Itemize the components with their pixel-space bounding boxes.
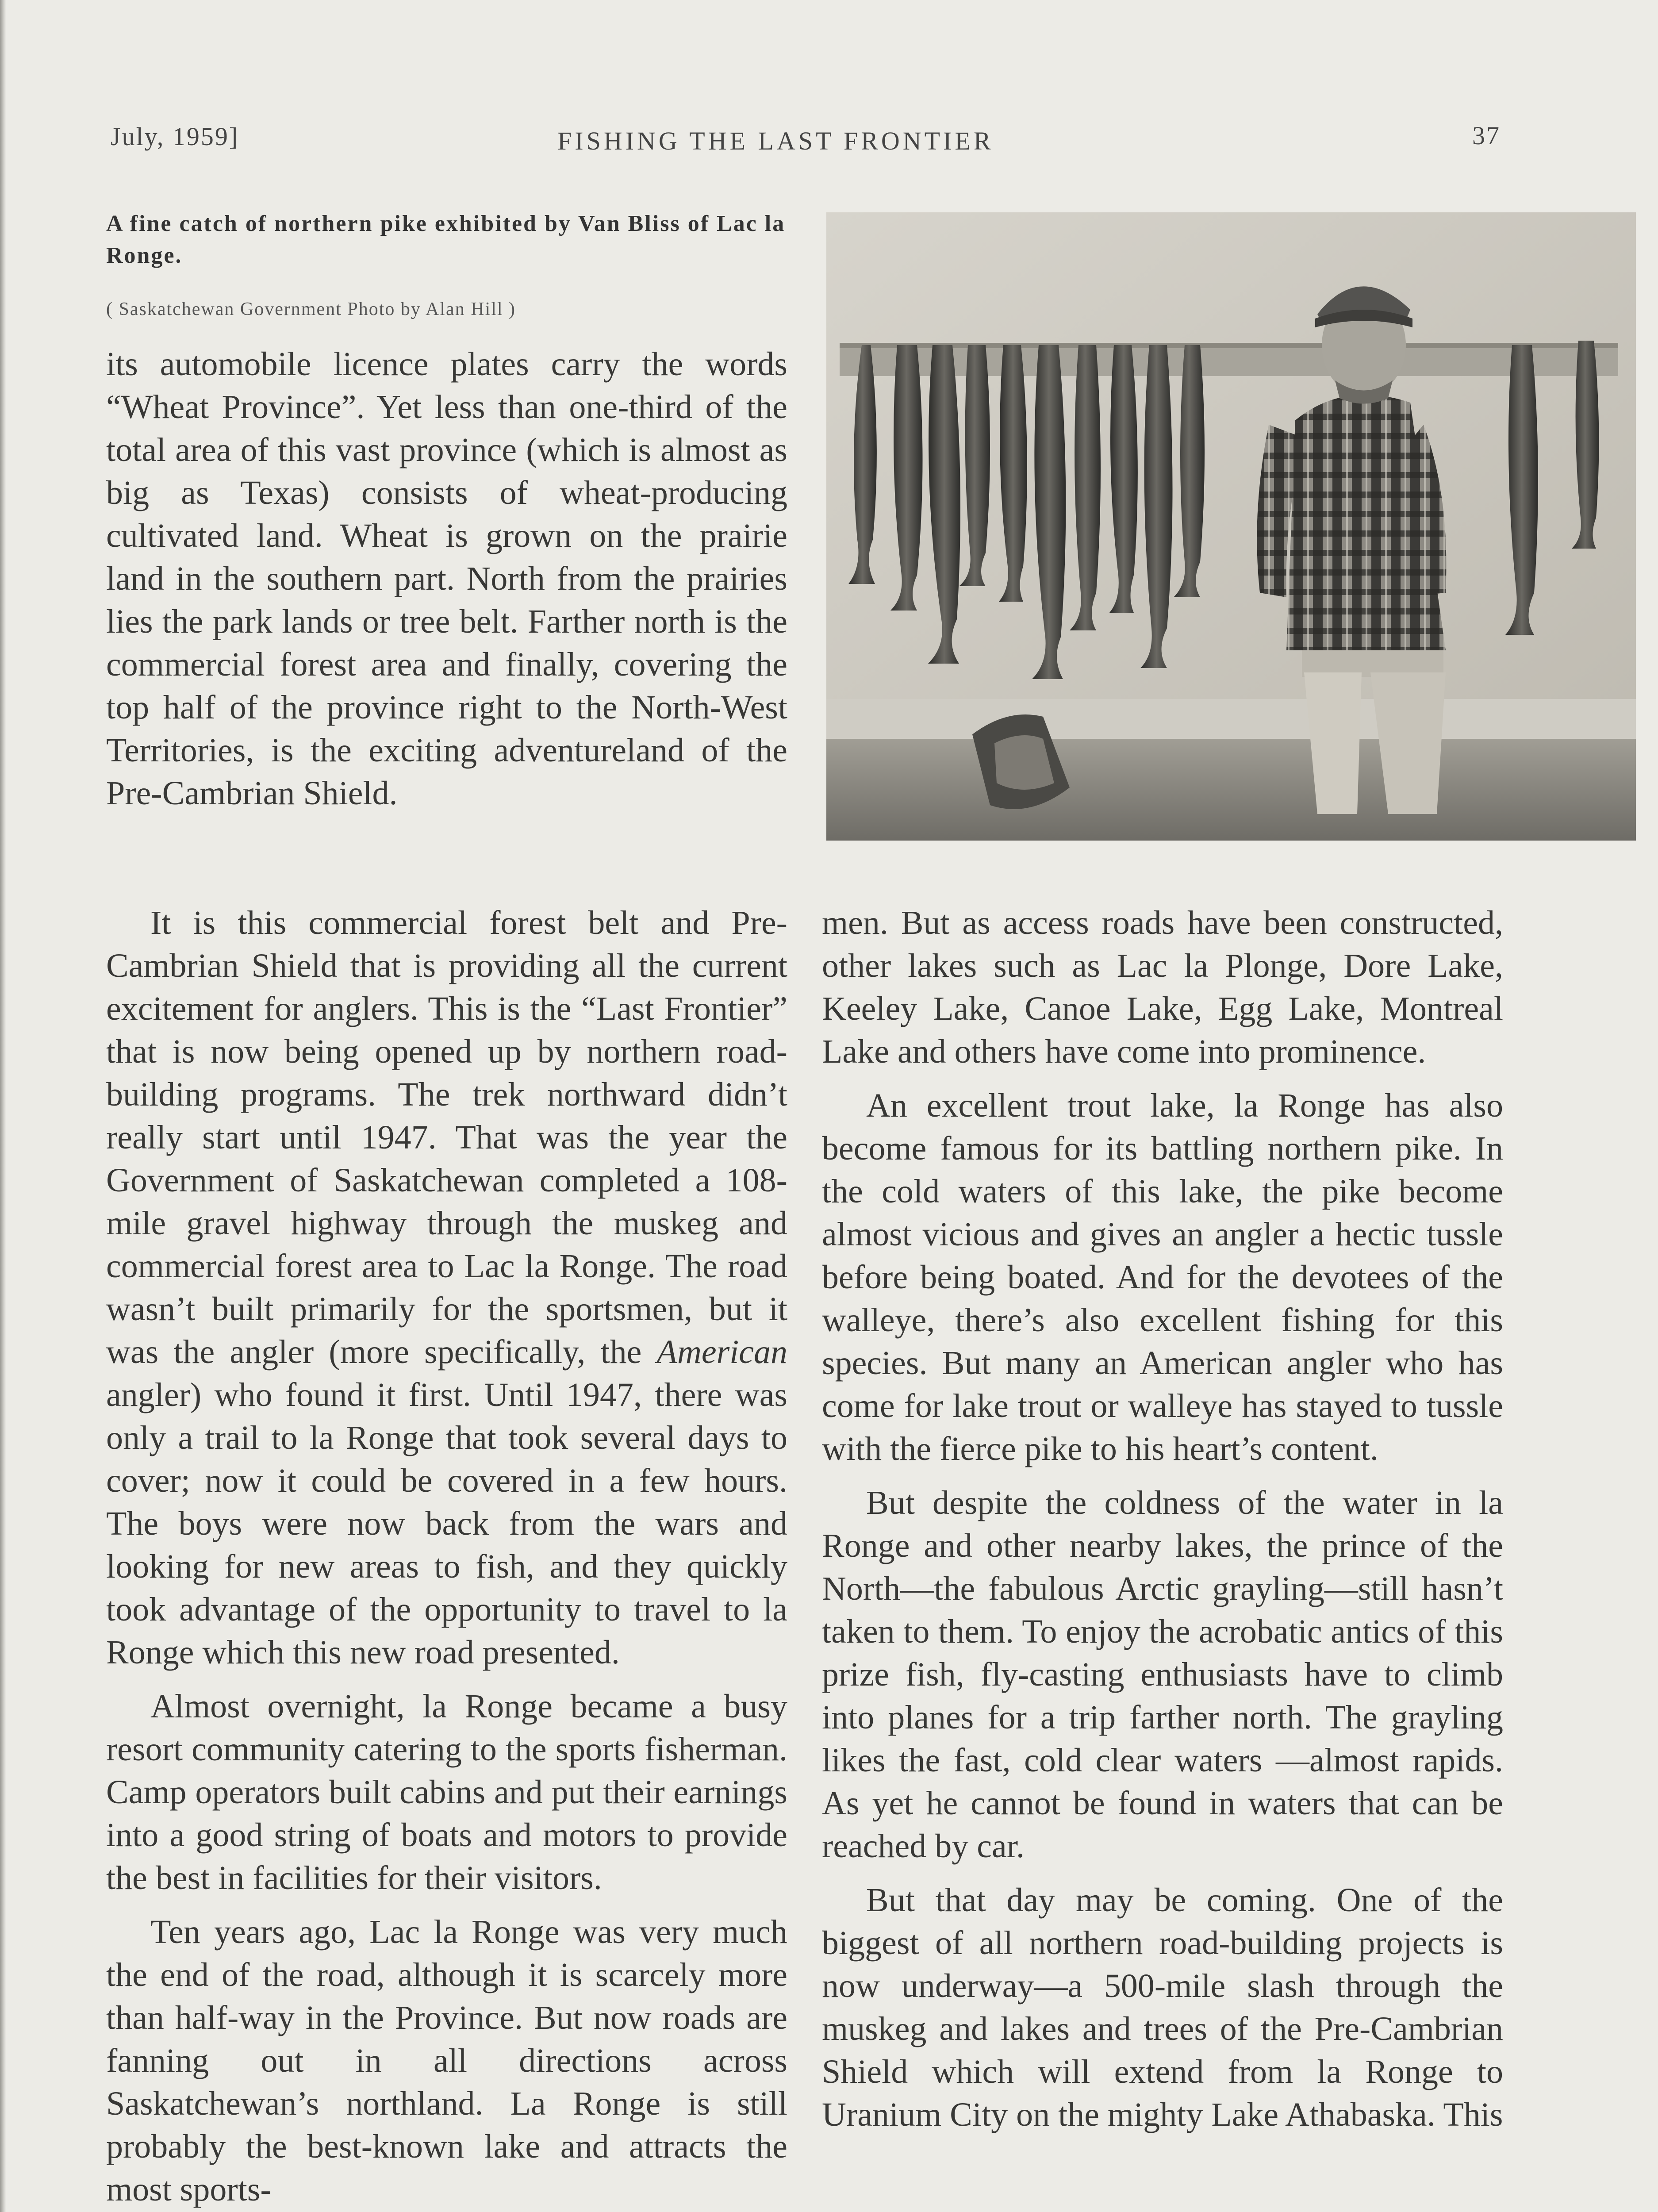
paragraph: An excellent trout lake, la Ronge has also become famous for its battling northern pike. In the cold waters of this lake, the pike become almost vicious and gives an angler a hectic tussle before being boated. And for the devotees of the walleye, there’s also excellent fishing for this species. But many an American angler who has come for lake trout or walleye has stayed to tussle with the fierce pike to his heart’s content. [822,1087,1503,1467]
page-number: 37 [1472,121,1501,150]
paragraph: But that day may be coming. One of the biggest of all northern road-building projects is now underway—a 500-mile slash through the muskeg and lakes and trees of the Pre-Cambrian Shield which will extend from la Ronge to Uranium City on the mighty Lake Athabaska. This [822,1882,1503,2133]
caption-text: A fine catch of northern pike exhibited by Van Bliss of Lac la Ronge. [106,211,786,268]
paragraph [106,902,787,1674]
paragraph: Almost overnight, la Ronge became a busy resort community catering to the sports fisherman. Camp operators built cabins and put their earnings into a good string of boats and motors to provide the best in facilities for their visitors. [106,1688,787,1897]
italic-word: American [656,1333,787,1371]
fish-catch-photo [826,212,1636,841]
paragraph: men. But as access roads have been constructed, other lakes such as Lac la Plonge, Dore Lake, Keeley Lake, Canoe Lake, Egg Lake, Montreal Lake and others have come into prominence. [822,904,1503,1070]
photo-caption [106,208,796,323]
paragraph: But despite the coldness of the water in la Ronge and other nearby lakes, the prince of the North—the fabulous Arctic grayling—still hasn’t taken to them. To enjoy the acrobatic antics of this prize fish, fly-casting enthusiasts have to climb into planes for a trip farther north. The grayling likes the fast, cold clear waters —almost rapids. As yet he cannot be found in waters that can be reached by car. [822,1484,1503,1865]
header-title: FISHING THE LAST FRONTIER [557,127,994,155]
paragraph-text: angler) who found it first. Until 1947, there was only a trail to la Ronge that took several days to cover; now it could be covered in a few hours. The boys were now back from the wars and looking for new areas to fish, and they quickly took advantage of the opportunity to travel to la Ronge which this new road presented. [106,1376,787,1671]
paragraph: its automobile licence plates carry the words “Wheat Province”. Yet less than one-third of the total area of this vast province (which is almost as big as Texas) consists of wheat-producing cultivated land. Wheat is grown on the prairie land in the southern part. North from the prairies lies the park lands or tree belt. Farther north is the commercial forest area and finally, covering the top half of the province right to the North-West Territories, is the exciting adventureland of the Pre-Cambrian Shield. [106,346,787,812]
header-date: July, 1959] [111,122,239,151]
left-column [106,902,787,2211]
page-edge-shadow [0,0,6,2212]
right-column [822,902,1503,2136]
left-column-top [106,343,787,815]
photo-illustration [826,212,1636,841]
paragraph-text: It is this commercial forest belt and Pre-Cambrian Shield that is providing all the current excitement for anglers. This is the “Last Frontier” that is now being opened up by northern road-building programs. The trek northward didn’t really start until 1947. That was the year the Government of Saskatchewan completed a 108-mile gravel highway through the muskeg and commercial forest area to Lac la Ronge. The road wasn’t built primarily for the sportsmen, but it was the angler (more specifically, the [106,904,787,1371]
photo-credit: ( Saskatchewan Government Photo by Alan Hill ) [106,299,516,319]
running-header [0,113,1658,161]
paragraph: Ten years ago, Lac la Ronge was very much the end of the road, although it is scarcely more than half-way in the Province. But now roads are fanning out in all directions across Saskatchewan’s northland. La Ronge is still probably the best-known lake and attracts the most sports- [106,1913,787,2208]
